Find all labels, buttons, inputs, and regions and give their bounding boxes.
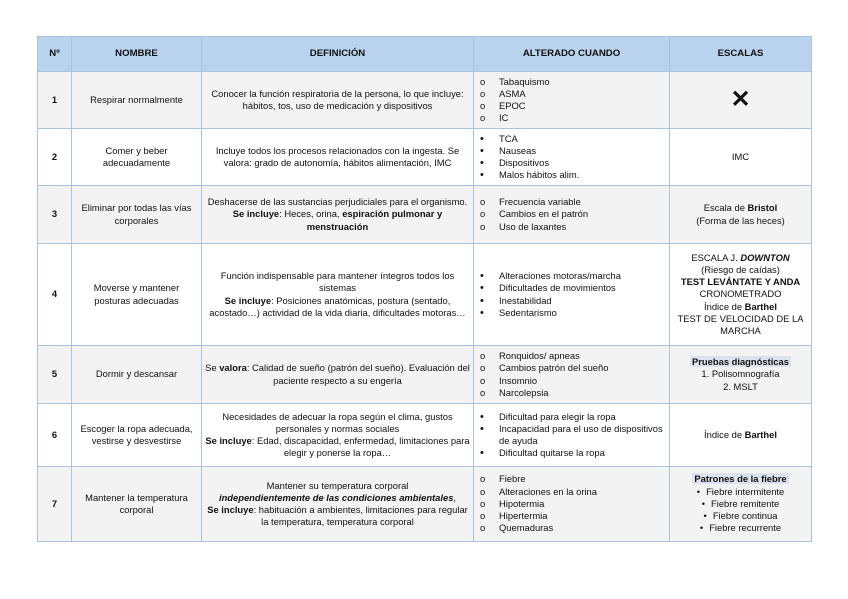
header-row	[38, 37, 812, 72]
list-item: • Fiebre intermitente	[673, 486, 808, 498]
scale-cell: IMC	[670, 129, 812, 186]
list-item: • Nauseas	[480, 145, 666, 157]
scale-text: (Forma de las heces)	[696, 214, 785, 226]
altered-cell	[474, 244, 670, 346]
definition-text: Mantener su temperatura corporal	[266, 479, 409, 491]
list-item: o Uso de laxantes	[480, 221, 666, 233]
list-item: • TCA	[480, 133, 666, 145]
definition-label: valora	[219, 362, 247, 374]
scale-text: Escala de	[703, 202, 748, 214]
list-item: o IC	[480, 112, 666, 124]
list-item: • Fiebre continua	[673, 510, 808, 522]
definition-label: Se incluye	[205, 435, 252, 446]
list-item: o Hipotermia	[480, 498, 666, 510]
list-item: o Alteraciones en la orina	[480, 486, 666, 498]
list-item: 1. Polisomnografía	[701, 368, 780, 380]
table-row-6	[38, 404, 812, 467]
list-item: • Alteraciones motoras/marcha	[480, 270, 666, 282]
definition-text: Necesidades de adecuar la ropa según el clima, gustos personales y normas sociales	[222, 410, 453, 434]
definition-highlight: independientemente de las condiciones ambientales	[218, 491, 454, 503]
list-item: • Dificultad para elegir la ropa	[480, 411, 666, 423]
scale-text: ESCALA J.	[691, 251, 741, 263]
header-altered: ALTERADO CUANDO	[474, 37, 670, 72]
row-number: 6	[38, 404, 72, 467]
need-name: Escoger la ropa adecuada, vestirse y desvestirse	[72, 404, 202, 467]
scale-cell	[670, 467, 812, 542]
needs-table	[37, 36, 812, 542]
definition-text: Se	[205, 362, 220, 374]
list-item: o Quemaduras	[480, 522, 666, 534]
scale-text: TEST DE VELOCIDAD DE LA MARCHA	[677, 312, 804, 336]
list-item: • Fiebre remitente	[673, 498, 808, 510]
scale-text: Índice de	[704, 300, 745, 312]
need-definition: Incluye todos los procesos relacionados con la ingesta. Se valora: grado de autonomía, hábitos alimentación, IMC	[202, 129, 474, 186]
list-item: o Narcolepsia	[480, 387, 666, 399]
nursing-needs-document	[37, 36, 811, 542]
scale-name: Bristol	[747, 202, 778, 214]
list-item: • Dispositivos	[480, 157, 666, 169]
definition-highlight: espiración pulmonar y menstruación	[306, 208, 443, 232]
scale-name: Barthel	[744, 428, 777, 440]
scale-name: DOWNTON	[740, 251, 790, 263]
list-item: o Ronquidos/ apneas	[480, 350, 666, 362]
need-definition	[202, 244, 474, 346]
row-number: 2	[38, 129, 72, 186]
definition-text: : Edad, discapacidad, enfermedad, limitaciones para elegir y ponerse la ropa…	[251, 435, 470, 459]
altered-cell	[474, 467, 670, 542]
table-row-5	[38, 346, 812, 404]
table-row-4	[38, 244, 812, 346]
scale-text: Índice de	[704, 428, 745, 440]
scale-cell	[670, 186, 812, 244]
row-number: 7	[38, 467, 72, 542]
altered-list	[480, 270, 666, 319]
altered-cell	[474, 346, 670, 404]
list-item: • Dificultad quitarse la ropa	[480, 447, 666, 459]
scale-cell	[670, 72, 812, 129]
list-item: • Dificultades de movimientos	[480, 282, 666, 294]
row-number: 5	[38, 346, 72, 404]
scale-list	[673, 368, 808, 392]
altered-list	[480, 350, 666, 399]
table-row-3	[38, 186, 812, 244]
scale-cell	[670, 346, 812, 404]
list-item: o ASMA	[480, 88, 666, 100]
scale-cell	[670, 244, 812, 346]
need-name: Mantener la temperatura corporal	[72, 467, 202, 542]
header-name: NOMBRE	[72, 37, 202, 72]
header-num: Nº	[38, 37, 72, 72]
scale-name: TEST LEVÁNTATE Y ANDA	[680, 276, 801, 288]
need-name: Comer y beber adecuadamente	[72, 129, 202, 186]
definition-text: : Calidad de sueño (patrón del sueño). Evaluación del paciente respecto a su engería	[246, 362, 470, 386]
header-scales: ESCALAS	[670, 37, 812, 72]
need-definition	[202, 186, 474, 244]
list-item: o Insomnio	[480, 375, 666, 387]
need-definition	[202, 346, 474, 404]
altered-list	[480, 196, 666, 233]
list-item: o Cambios patrón del sueño	[480, 362, 666, 374]
definition-text: : Posiciones anatómicas, postura (sentado, acostado…) actividad de la vida diaria, dificultades motoras…	[209, 294, 466, 318]
scale-title: Pruebas diagnósticas	[692, 356, 789, 368]
list-item: o Frecuencia variable	[480, 196, 666, 208]
cross-icon: ✕	[730, 86, 751, 113]
altered-list	[480, 76, 666, 125]
table-row-2	[38, 129, 812, 186]
row-number: 1	[38, 72, 72, 129]
definition-label: Se incluye	[224, 294, 272, 306]
need-definition	[202, 404, 474, 467]
altered-cell	[474, 404, 670, 467]
list-item: • Malos hábitos alim.	[480, 169, 666, 181]
altered-list	[480, 133, 666, 182]
altered-cell	[474, 72, 670, 129]
altered-list	[480, 411, 666, 460]
need-name: Eliminar por todas las vías corporales	[72, 186, 202, 244]
need-name: Respirar normalmente	[72, 72, 202, 129]
row-number: 4	[38, 244, 72, 346]
list-item: o Fiebre	[480, 473, 666, 485]
altered-cell	[474, 129, 670, 186]
definition-label: Se incluye	[207, 504, 254, 515]
need-definition: Mantener su temperatura corporal independientemente de las condiciones ambientales, Se incluye: habituación a ambientes, limitaciones para regular la temperatura, temperatura corporal	[202, 467, 474, 542]
row-number: 3	[38, 186, 72, 244]
altered-list	[480, 473, 666, 534]
list-item: o Hipertermia	[480, 510, 666, 522]
scale-text: CRONOMETRADO	[699, 288, 782, 300]
scale-text: (Riesgo de caídas)	[701, 263, 780, 275]
definition-text: Función indispensable para mantener íntegros todos los sistemas	[220, 270, 455, 294]
definition-text: : habituación a ambientes, limitaciones para regular la temperatura, temperatura corporal	[253, 504, 468, 528]
scale-list	[673, 486, 808, 535]
definition-label: Se incluye	[232, 208, 280, 220]
scale-name: Barthel	[744, 300, 777, 312]
list-item: • Inestabilidad	[480, 295, 666, 307]
list-item: • Sedentarismo	[480, 307, 666, 319]
table-row-1	[38, 72, 812, 129]
list-item: o EPOC	[480, 100, 666, 112]
list-item: 2. MSLT	[723, 380, 758, 392]
list-item: o Tabaquismo	[480, 76, 666, 88]
header-definition: DEFINICIÓN	[202, 37, 474, 72]
need-name: Moverse y mantener posturas adecuadas	[72, 244, 202, 346]
need-definition: Conocer la función respiratoria de la persona, lo que incluye: hábitos, tos, uso de medicación y dispositivos	[202, 72, 474, 129]
altered-cell	[474, 186, 670, 244]
scale-cell	[670, 404, 812, 467]
table-row-7	[38, 467, 812, 542]
list-item: • Incapacidad para el uso de dispositivos de ayuda	[480, 423, 666, 447]
list-item: • Fiebre recurrente	[673, 522, 808, 534]
scale-title: Patrones de la fiebre	[694, 473, 787, 485]
definition-text: Deshacerse de las sustancias perjudiciales para el organismo.	[207, 196, 468, 208]
list-item: o Cambios en el patrón	[480, 208, 666, 220]
definition-text: : Heces, orina,	[279, 208, 343, 220]
need-name: Dormir y descansar	[72, 346, 202, 404]
